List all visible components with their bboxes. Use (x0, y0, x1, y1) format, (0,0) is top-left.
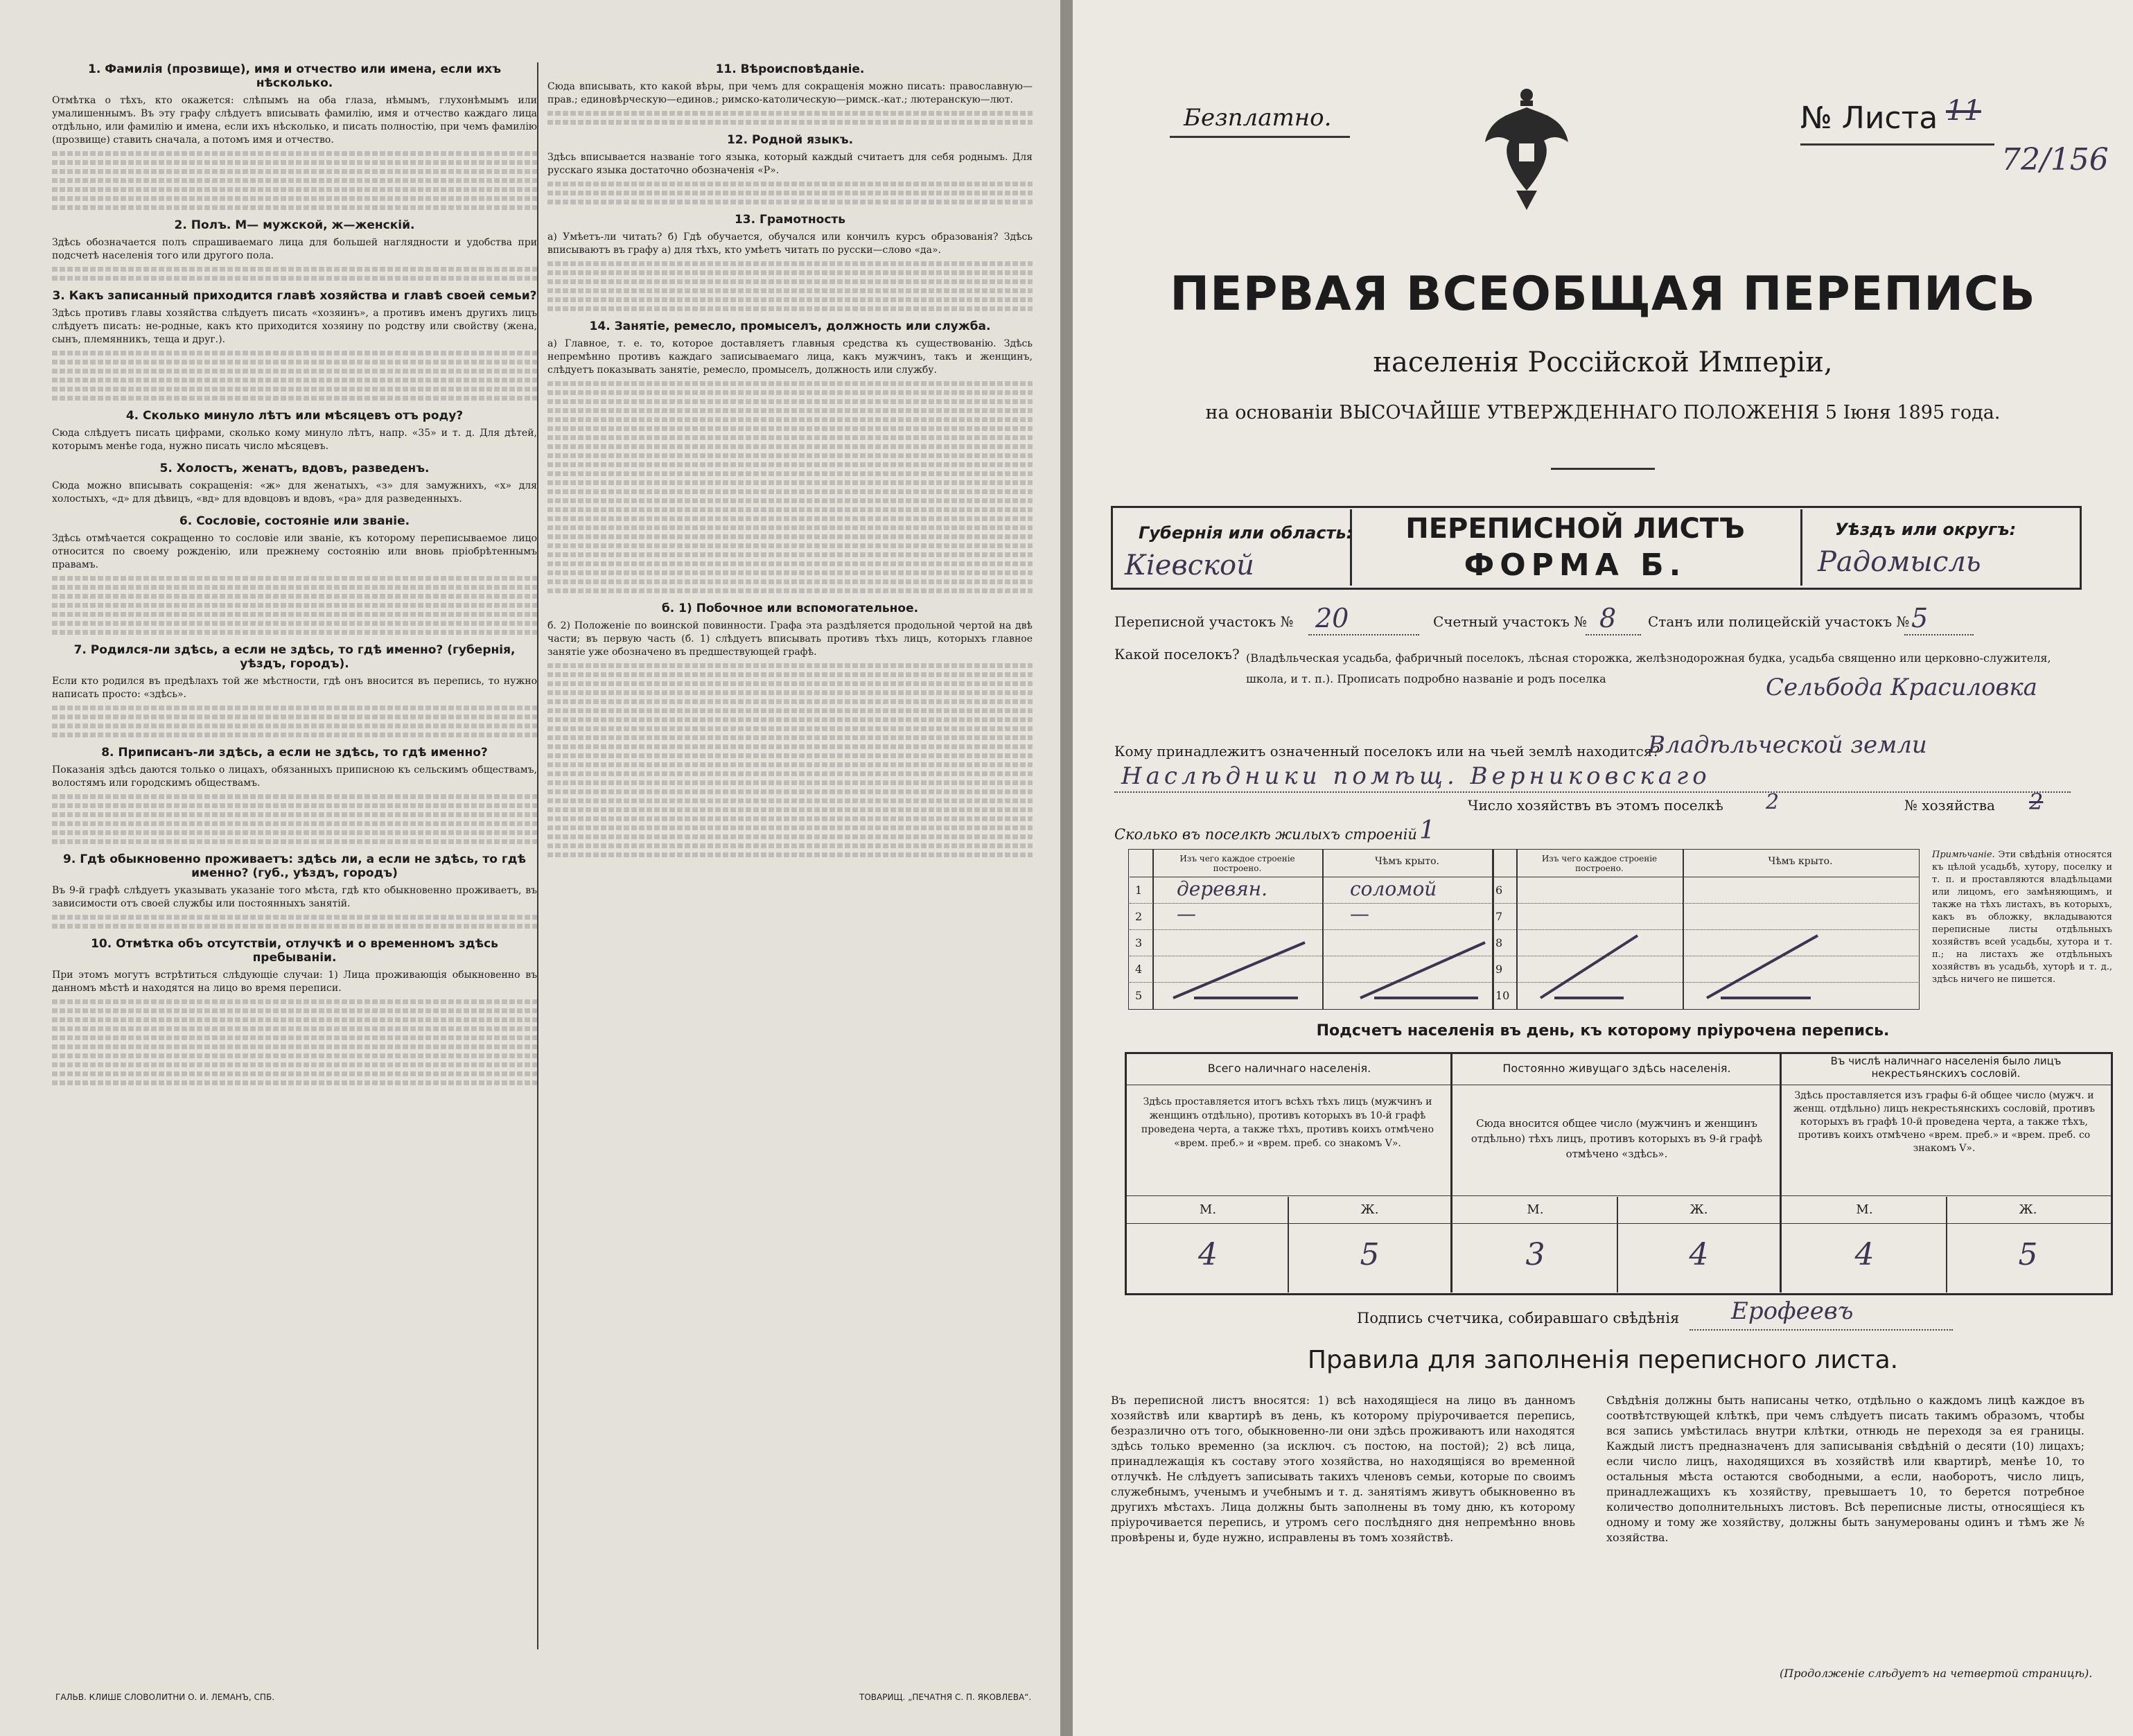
buildings-col-roof: Чѣмъ крыто. (1375, 856, 1439, 867)
row-number: 2 (1135, 910, 1143, 923)
m-label: М. (1527, 1202, 1544, 1217)
count-header-permanent: Постоянно живущаго здѣсь населенія. (1502, 1062, 1731, 1075)
households-label: Число хозяйствъ въ этомъ поселкѣ (1468, 797, 1723, 814)
census-main-title: ПЕРВАЯ ВСЕОБЩАЯ ПЕРЕПИСЬ (1170, 267, 2036, 322)
buildings-col-material: Изъ чего каждое строеніе построено. (1179, 854, 1295, 873)
section-body: Сюда вписывать, кто какой вѣры, при чемъ для сокращенія можно писать: православную—прав.; единовѣрческую—единов.; римско-католическую—римск.-кат.; лютеранскую—лют. (547, 81, 1033, 105)
owner-value-line-2: Наслѣдники помѣщ. Верниковскаго (1121, 762, 1711, 790)
nonpeasant-male-value: 4 (1854, 1237, 1875, 1272)
settlement-label: Какой поселокъ? (1114, 646, 1240, 663)
instruction-section (52, 852, 537, 929)
section-title: 12. Родной языкъ. (726, 133, 854, 147)
instruction-section (52, 643, 537, 737)
section-title: 1. Фамилія (прозвище), имя и отчество или имена, если ихъ нѣсколько. (88, 62, 501, 90)
buildings-label: Сколько въ поселкѣ жилыхъ строеній (1114, 826, 1417, 843)
instruction-section (547, 213, 1033, 311)
count-district-label: Счетный участокъ № (1433, 613, 1588, 630)
instruction-section (52, 409, 537, 453)
section-title: б. 1) Побочное или вспомогательное. (661, 602, 919, 615)
rules-column-2: Свѣдѣнія должны быть написаны четко, отдѣльно о каждомъ лицѣ каждое въ соотвѣтствующей клѣткѣ, при чемъ слѣдуетъ писать такимъ образомъ, чтобы вся запись умѣстилась внутри клѣтки, отнюдь не переходя за ея границы. Каждый листъ предназначенъ для записыванія свѣдѣній о десяти (10) лицахъ; если число лицъ, находящихся въ хозяйствѣ или квартирѣ, менѣе 10, то остальныя мѣста остаются свободными, а если, наоборотъ, число лицъ, принадлежащихъ къ хозяйству, превышаетъ 10, то берется потребное количество дополнительныхъ листовъ. Всѣ переписные листы, относящіеся къ одному и тому же хозяйству, должны быть занумерованы одинъ и тѣмъ же № хозяйства. (1606, 1394, 2084, 1544)
instruction-section (52, 62, 537, 210)
right-page-census-form (1073, 0, 2133, 1736)
total-male-value: 4 (1198, 1237, 1218, 1272)
enumerator-label: Подпись счетчика, собиравшаго свѣдѣнія (1357, 1310, 1680, 1326)
instruction-section (52, 746, 537, 844)
free-label: Безплатно. (1184, 104, 1332, 132)
household-number-value: 2 (2029, 789, 2044, 815)
section-title: 5. Холостъ, женатъ, вдовъ, разведенъ. (159, 462, 430, 475)
section-title: 13. Грамотность (734, 213, 846, 227)
row-number: 5 (1135, 989, 1143, 1002)
census-subtitle: населенія Россійской Имперіи, (1373, 347, 1833, 378)
row-material: деревян. (1177, 877, 1267, 900)
section-title: 4. Сколько минуло лѣтъ или мѣсяцевъ отъ роду? (125, 409, 464, 423)
f-label: Ж. (1360, 1202, 1379, 1217)
instructions-column-2 (547, 62, 1033, 866)
guberniya-label: Губернія или область: (1139, 523, 1353, 543)
instruction-section (52, 218, 537, 281)
sheet-number-value: 11 (1946, 95, 1981, 127)
settlement-value: Сельбода Красиловка (1766, 674, 2037, 701)
uezd-value: Радомысль (1818, 546, 1981, 578)
section-title: 3. Какъ записанный приходится главѣ хозяйства и главѣ своей семьи? (52, 289, 537, 303)
settlement-hint: (Владѣльческая усадьба, фабричный поселокъ, лѣсная сторожка, желѣзнодорожная будка, усадьба священно или церковно-служителя, школа, и т. п.). Прописать подробно названіе и родъ поселка (1246, 651, 2051, 685)
section-body: Здѣсь противъ главы хозяйства слѣдуетъ писать «хозяинъ», а противъ именъ другихъ лицъ слѣдуетъ писать: не-родные, какъ кто приходится хозяину по родству или свойству (жена, сынъ, племянникъ, теща и друг.). (52, 308, 537, 345)
section-title: 11. Вѣроисповѣданіе. (715, 62, 865, 76)
count-district-value: 8 (1599, 603, 1617, 633)
buildings-col-material-2: Изъ чего каждое строеніе построено. (1541, 854, 1658, 873)
count-desc-total: Здѣсь проставляется итогъ всѣхъ тѣхъ лицъ (мужчинъ и женщинъ отдѣльно), противъ которыхъ въ 10-й графѣ проведена черта, а также тѣхъ, противъ коихъ отмѣчено «врем. преб.» и «врем. преб. со знакомъ V». (1141, 1096, 1434, 1149)
instruction-section (52, 937, 537, 1085)
row-number: 4 (1135, 963, 1143, 976)
section-body: Отмѣтка о тѣхъ, кто окажется: слѣпымъ на оба глаза, нѣмымъ, глухонѣмымъ или умалишеннымъ. Въ эту графу слѣдуетъ вписывать фамилію, имя и отчество каждаго лица отдѣльно, или фамилію и имена, если ихъ нѣсколько, и писать полностію, при чемъ фамилію (прозвище) ставить сначала, а потомъ имя и отчество. (52, 95, 537, 146)
household-number-label: № хозяйства (1904, 797, 1995, 814)
section-body: Здѣсь вписывается названіе того языка, который каждый считаетъ для себя роднымъ. Для русскаго языка достаточно обозначенія «Р». (547, 152, 1033, 176)
section-title: 9. Гдѣ обыкновенно проживаетъ: здѣсь ли, а если не здѣсь, то гдѣ именно? (губ., уѣздъ, городъ) (63, 852, 526, 880)
buildings-value: 1 (1419, 816, 1435, 845)
section-body: Если кто родился въ предѣлахъ той же мѣстности, гдѣ онъ вносится въ перепись, то нужно написать просто: «здѣсь». (52, 676, 537, 700)
guberniya-value: Кіевской (1125, 550, 1254, 581)
row-material: — (1177, 902, 1196, 925)
owner-value-line-1: Владѣльческой земли (1648, 731, 1927, 759)
row-roof: соломой (1350, 877, 1437, 900)
census-district-value: 20 (1315, 603, 1349, 633)
buildings-note (1932, 849, 2112, 986)
row-number: 3 (1135, 936, 1143, 949)
count-desc-nonpeasant: Здѣсь проставляется изъ графы 6-й общее число (мужч. и женщ. отдѣльно) лицъ некрестьянскихъ сословій, противъ которыхъ въ графѣ 10-й проведена черта, а также тѣхъ, противъ коихъ отмѣчено «врем. преб.» и «врем. преб. со знакомъ V». (1793, 1090, 2096, 1154)
rules-continued-note: (Продолженіе слѣдуетъ на четвертой страницѣ). (1780, 1667, 2093, 1680)
note-text: Эти свѣдѣнія относятся къ цѣлой усадьбѣ, хутору, поселку и т. п. и проставляются владѣльцами или лицомъ, его замѣняющимъ, и также на тѣхъ листахъ, въ которыхъ, какъ въ обложку, вкладываются переписные листы отдѣльныхъ хозяйствъ всей усадьбы, хутора и т. п.; на листахъ же отдѣльныхъ хозяйствъ въ усадьбѣ, хуторѣ и т. д., здѣсь ничего не пишется. (1932, 850, 2112, 985)
population-count-title: Подсчетъ населенія въ день, къ которому пріурочена перепись. (1316, 1022, 1890, 1040)
buildings-col-roof-2: Чѣмъ крыто. (1768, 856, 1833, 867)
row-roof: — (1350, 902, 1369, 925)
sheet-number-box (1800, 95, 1994, 146)
sheet-number-label: № Листа (1800, 100, 1938, 136)
instruction-section (52, 289, 537, 401)
permanent-male-value: 3 (1525, 1237, 1545, 1272)
f-label: Ж. (1689, 1202, 1708, 1217)
row-number: 8 (1495, 936, 1503, 949)
sheet-corner-number: 72/156 (2001, 142, 2109, 177)
owner-label: Кому принадлежитъ означенный поселокъ или на чьей землѣ находится? (1114, 743, 1660, 760)
nonpeasant-female-value: 5 (2018, 1237, 2038, 1272)
instructions-column-1 (52, 62, 537, 1094)
section-body: Сюда слѣдуетъ писать цифрами, сколько кому минуло лѣтъ, напр. «35» и т. д. Для дѣтей, которымъ менѣе года, нужно писать число мѣсяцевъ. (52, 428, 537, 452)
enumerator-signature: Ерофеевъ (1731, 1297, 1854, 1325)
instruction-section (52, 514, 537, 635)
note-title: Примѣчаніе. (1932, 850, 1995, 860)
column-divider (537, 62, 538, 1649)
section-body: При этомъ могутъ встрѣтиться слѣдующіе случаи: 1) Лица проживающія обыкновенно въ данномъ мѣстѣ и находятся на лицо во время переписи. (52, 970, 537, 994)
m-label: М. (1199, 1202, 1217, 1217)
section-title: 7. Родился-ли здѣсь, а если не здѣсь, то гдѣ именно? (губернія, уѣздъ, городъ). (73, 643, 516, 671)
section-body: а) Умѣетъ-ли читать? б) Гдѣ обучается, обучался или кончилъ курсъ образованія? Здѣсь вписываютъ въ графу а) для тѣхъ, кто умѣетъ читать по русски—слово «да». (547, 231, 1033, 256)
section-body: Показанія здѣсь даются только о лицахъ, обязанныхъ приписною къ сельскимъ обществамъ, волостямъ или городскимъ обществамъ. (52, 764, 537, 789)
double-headed-eagle-emblem (1482, 87, 1572, 211)
rules-title: Правила для заполненія переписного листа. (1307, 1346, 1899, 1374)
instruction-section (547, 62, 1033, 125)
row-number: 10 (1495, 989, 1510, 1002)
left-page-instructions (0, 0, 1060, 1736)
row-number: 1 (1135, 884, 1143, 897)
instruction-section (52, 462, 537, 506)
f-label: Ж. (2019, 1202, 2037, 1217)
uezd-label: Уѣздъ или округъ: (1835, 520, 2017, 539)
instruction-section (547, 319, 1033, 593)
census-district-label: Переписной участокъ № (1114, 613, 1294, 630)
section-body: Здѣсь обозначается полъ спрашиваемаго лица для большей наглядности и удобства при подсчетѣ населенія того или другого пола. (52, 237, 537, 261)
rules-column-1: Въ переписной листъ вносятся: 1) всѣ находящіеся на лицо въ данномъ хозяйствѣ или квартирѣ въ день, къ которому пріурочивается перепись, безразлично отъ того, обыкновенно-ли они здѣсь проживаютъ или находятся здѣсь только временно (за исключ. съ постою, на постой); 2) всѣ лица, принадлежащія къ составу этого хозяйства, но находящіяся во временной отлучкѣ. Не слѣдуетъ записывать такихъ членовъ семьи, которые по своимъ служебнымъ, ученымъ и учебнымъ и т. д. занятіямъ живутъ обыкновенно въ другихъ мѣстахъ. Лица должны быть заполнены въ тому дню, къ которому пріурочивается перепись, и утромъ сего послѣдняго дня непремѣнно вновь провѣрены и, буде нужно, исправлены въ томъ хозяйствѣ. (1111, 1394, 1575, 1544)
stan-label: Станъ или полицейскій участокъ № (1648, 613, 1910, 630)
count-header-nonpeasant: Въ числѣ наличнаго населенія было лицъ некрестьянскихъ сословій. (1830, 1055, 2062, 1080)
sheet-form-name: ФОРМА Б. (1464, 547, 1687, 583)
free-label-box (1170, 104, 1350, 138)
section-body: б. 2) Положеніе по воинской повинности. Графа эта раздѣляется продольной чертой на двѣ части; въ первую часть (б. 1) слѣдуетъ вписывать противъ тѣхъ лицъ, которыхъ главное занятіе уже обозначено въ предшествующей графѣ. (547, 620, 1033, 658)
imprint-right: ТОВАРИЩ. „ПЕЧАТНЯ С. П. ЯКОВЛЕВА“. (859, 1692, 1032, 1702)
book-gutter (1060, 0, 1073, 1736)
instruction-section (547, 133, 1033, 204)
count-desc-permanent: Сюда вносится общее число (мужчинъ и женщинъ отдѣльно) тѣхъ лицъ, противъ которыхъ въ 9-й графѣ отмѣчено «здѣсь». (1471, 1117, 1763, 1160)
title-rule (1551, 468, 1655, 470)
section-title: 10. Отмѣтка объ отсутствіи, отлучкѣ и о временномъ здѣсь пребываніи. (91, 937, 498, 965)
row-number: 6 (1495, 884, 1503, 897)
section-body: Въ 9-й графѣ слѣдуетъ указывать указаніе того мѣста, гдѣ кто обыкновенно проживаетъ, въ зависимости отъ своей службы или постоянныхъ занятій. (52, 885, 537, 909)
instruction-section (547, 602, 1033, 857)
count-header-total: Всего наличнаго населенія. (1207, 1062, 1371, 1075)
permanent-female-value: 4 (1689, 1237, 1709, 1272)
section-title: 8. Приписанъ-ли здѣсь, а если не здѣсь, то гдѣ именно? (101, 746, 488, 760)
section-title: 6. Сословіе, состояніе или званіе. (179, 514, 410, 528)
row-number: 9 (1495, 963, 1503, 976)
total-female-value: 5 (1360, 1237, 1380, 1272)
row-number: 7 (1495, 910, 1503, 923)
census-legal-basis: на основаніи ВЫСОЧАЙШЕ УТВЕРЖДЕННАГО ПОЛОЖЕНІЯ 5 Іюня 1895 года. (1205, 402, 2001, 423)
imprint-left: ГАЛЬВ. КЛИШЕ СЛОВОЛИТНИ О. И. ЛЕМАНЪ, СПБ. (55, 1692, 275, 1702)
section-body: а) Главное, т. е. то, которое доставляетъ главныя средства къ существованію. Здѣсь непремѣнно противъ каждаго записываемаго лица, какъ мужчинъ, такъ и женщинъ, слѣдуетъ показывать занятіе, ремесло, промыселъ, должность или службу. (547, 338, 1033, 376)
section-title: 2. Полъ. М— мужской, ж—женскій. (174, 218, 415, 232)
m-label: М. (1856, 1202, 1873, 1217)
section-title: 14. Занятіе, ремесло, промыселъ, должность или служба. (589, 319, 991, 333)
sheet-title: ПЕРЕПИСНОЙ ЛИСТЪ (1405, 513, 1745, 545)
households-value: 2 (1766, 790, 1780, 814)
section-body: Сюда можно вписывать сокращенія: «ж» для женатыхъ, «з» для замужнихъ, «х» для холостыхъ, «д» для дѣвицъ, «вд» для вдовцовъ и вдовъ, «ра» для разведенныхъ. (52, 480, 537, 505)
stan-value: 5 (1911, 603, 1929, 633)
section-body: Здѣсь отмѣчается сокращенно то сословіе или званіе, къ которому переписываемое лицо относится по своему рожденію, или прежнему состоянію или вновь пріобрѣтеннымъ правамъ. (52, 533, 537, 570)
strike-marks (1152, 929, 1915, 1008)
